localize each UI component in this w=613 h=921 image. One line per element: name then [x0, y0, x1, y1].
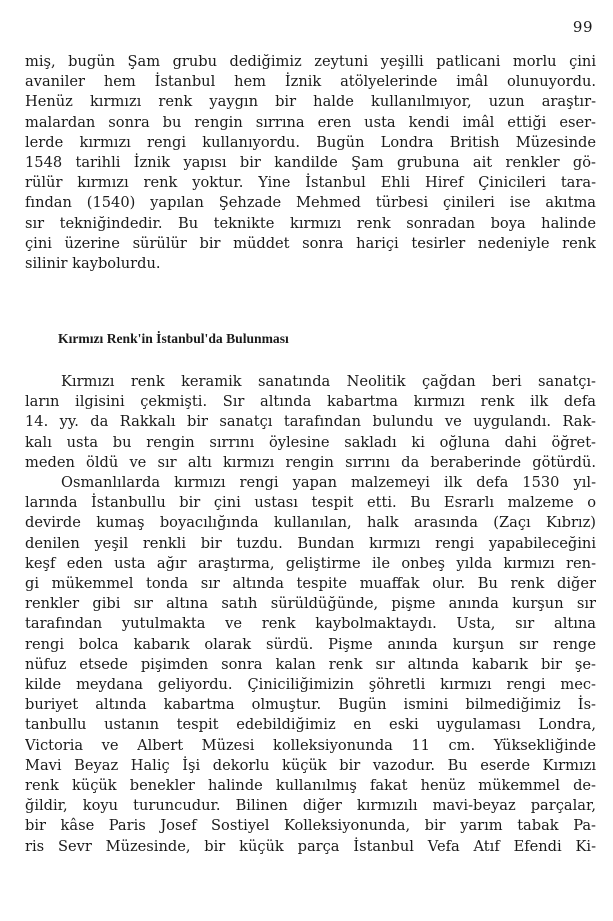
text-line: tarafından yutulmakta ve renk kaybolmaktaydı. Usta, sır altına — [25, 615, 596, 633]
text-line: denilen yeşil renkli bir tuzdu. Bundan kırmızı rengi yapabileceğini — [25, 534, 596, 552]
text-line: bir kâse Paris Josef Sostiyel Kolleksiyonunda, bir yarım tabak Pa- — [25, 817, 596, 835]
text-line: ların ilgisini çekmişti. Sır altında kabartma kırmızı renk ilk defa — [25, 393, 596, 411]
section-heading: Kırmızı Renk'in İstanbul'da Bulunması — [58, 331, 289, 346]
text-line: ğildir, koyu turuncudur. Bilinen diğer kırmızılı mavi-beyaz parçalar, — [25, 797, 596, 815]
text-line: larında İstanbullu bir çini ustası tespit etti. Bu Esrarlı malzeme o — [25, 494, 596, 512]
text-line: fından (1540) yapılan Şehzade Mehmed türbesi çinileri ise akıtma — [25, 194, 596, 212]
text-line: avaniler hem İstanbul hem İznik atölyelerinde imâl olunuyordu. — [25, 73, 596, 91]
paragraph-1 — [25, 52, 596, 274]
page-number: 99 — [572, 18, 593, 36]
text-line: rülür kırmızı renk yoktur. Yine İstanbul Ehli Hiref Çinicileri tara- — [25, 174, 596, 192]
text-line: Henüz kırmızı renk yaygın bir halde kullanılmıyor, uzun araştır- — [25, 93, 596, 111]
text-line: lerde kırmızı rengi kullanıyordu. Bugün Londra British Müzesinde — [25, 133, 596, 151]
text-line: Osmanlılarda kırmızı rengi yapan malzemeyi ilk defa 1530 yıl- — [61, 474, 596, 492]
text-line: ris Sevr Müzesinde, bir küçük parça İstanbul Vefa Atıf Efendi Ki- — [25, 837, 596, 855]
text-line: keşf eden usta ağır araştırma, geliştirme ile onbeş yılda kırmızı ren- — [25, 554, 596, 572]
text-line: Kırmızı renk keramik sanatında Neolitik çağdan beri sanatçı- — [61, 373, 596, 390]
text-line: sır tekniğindedir. Bu teknikte kırmızı renk sonradan boya halinde — [25, 214, 596, 232]
text-line: 14. yy. da Rakkalı bir sanatçı tarafından bulundu ve uygulandı. Rak- — [25, 413, 596, 431]
text-line: devirde kumaş boyacılığında kullanılan, halk arasında (Zaçı Kıbrız) — [25, 514, 596, 532]
text-line: silinir kaybolurdu. — [25, 255, 161, 273]
text-line: rengi bolca kabarık olarak sürdü. Pişme anında kurşun sır renge — [25, 635, 596, 653]
text-line: nüfuz etsede pişimden sonra kalan renk sır altında kabarık bir şe- — [25, 655, 596, 673]
text-line: meden öldü ve sır altı kırmızı rengin sırrını da beraberinde götürdü. — [25, 453, 596, 471]
paragraph-2 — [25, 372, 596, 857]
text-line: renk küçük benekler halinde kullanılmış fakat henüz mükemmel de- — [25, 777, 596, 795]
text-line: kilde meydana geliyordu. Çiniciliğimizin şöhretli kırmızı rengi mec- — [25, 676, 596, 694]
text-line: gi mükemmel tonda sır altında tespite muaffak olur. Bu renk diğer — [25, 575, 596, 593]
text-line: miş, bugün Şam grubu dediğimiz zeytuni yeşilli patlicani morlu çini — [25, 53, 596, 70]
text-line: çini üzerine sürülür bir müddet sonra hariçi tesirler nedeniyle renk — [25, 234, 596, 252]
text-line: buriyet altında kabartma olmuştur. Bugün ismini bilmediğimiz İs- — [25, 696, 596, 714]
text-line: malardan sonra bu rengin sırrına eren usta kendi imâl ettiği eser- — [25, 113, 596, 131]
text-line: renkler gibi sır altına satıh sürüldüğünde, pişme anında kurşun sır — [25, 595, 596, 613]
text-line: tanbullu ustanın tespit edebildiğimiz en eski uygulaması Londra, — [25, 716, 596, 734]
text-line: Mavi Beyaz Haliç İşi dekorlu küçük bir vazodur. Bu eserde Kırmızı — [25, 756, 596, 774]
text-line: Victoria ve Albert Müzesi kolleksiyonunda 11 cm. Yüksekliğinde — [25, 736, 596, 754]
text-line: 1548 tarihli İznik yapısı bir kandilde Şam grubuna ait renkler gö- — [25, 154, 596, 172]
text-line: kalı usta bu rengin sırrını öylesine sakladı ki oğluna dahi öğret- — [25, 433, 596, 451]
